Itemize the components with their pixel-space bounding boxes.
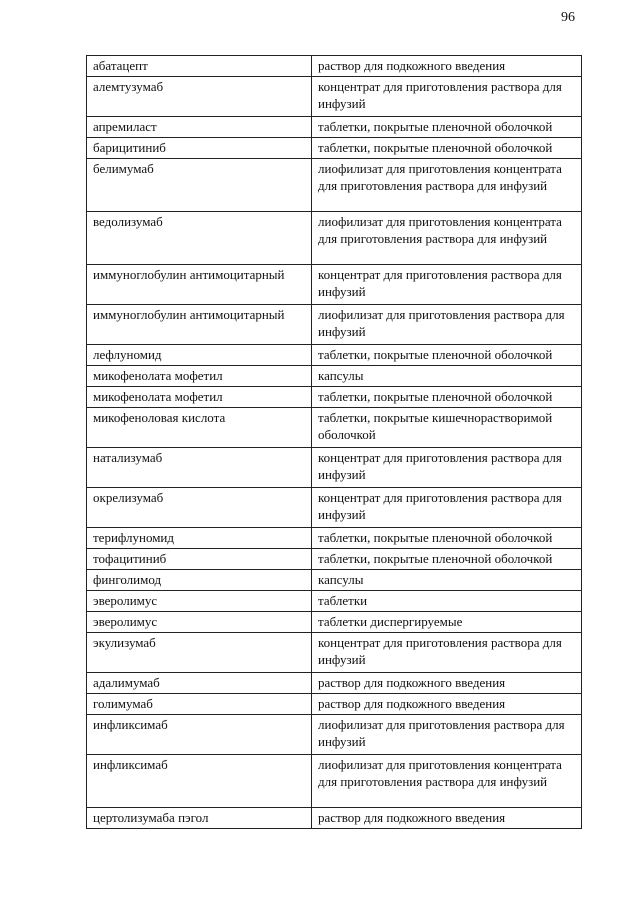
table-row — [87, 138, 582, 159]
table-row — [87, 549, 582, 570]
dosage-form-cell: концентрат для приготовления раствора для инфузий — [312, 448, 582, 488]
drug-name-cell: белимумаб — [87, 159, 312, 212]
drug-name-cell: эверолимус — [87, 612, 312, 633]
drug-name-cell: натализумаб — [87, 448, 312, 488]
dosage-form-cell: лиофилизат для приготовления раствора для инфузий — [312, 305, 582, 345]
drug-name-cell: адалимумаб — [87, 673, 312, 694]
dosage-form-cell: раствор для подкожного введения — [312, 56, 582, 77]
drug-name-cell: экулизумаб — [87, 633, 312, 673]
drug-table — [86, 55, 582, 829]
table-row — [87, 77, 582, 117]
dosage-form-cell: таблетки, покрытые пленочной оболочкой — [312, 345, 582, 366]
dosage-form-cell: лиофилизат для приготовления концентрата для приготовления раствора для инфузий — [312, 159, 582, 212]
dosage-form-cell: таблетки, покрытые пленочной оболочкой — [312, 138, 582, 159]
dosage-form-cell: капсулы — [312, 570, 582, 591]
table-row — [87, 488, 582, 528]
drug-name-cell: иммуноглобулин антимоцитарный — [87, 265, 312, 305]
drug-name-cell: терифлуномид — [87, 528, 312, 549]
dosage-form-cell: таблетки диспергируемые — [312, 612, 582, 633]
dosage-form-cell: концентрат для приготовления раствора для инфузий — [312, 77, 582, 117]
drug-name-cell: голимумаб — [87, 694, 312, 715]
drug-name-cell: окрелизумаб — [87, 488, 312, 528]
drug-name-cell: тофацитиниб — [87, 549, 312, 570]
dosage-form-cell: раствор для подкожного введения — [312, 694, 582, 715]
dosage-form-cell: раствор для подкожного введения — [312, 808, 582, 829]
table-row — [87, 265, 582, 305]
drug-name-cell: инфликсимаб — [87, 755, 312, 808]
drug-name-cell: эверолимус — [87, 591, 312, 612]
table-row — [87, 612, 582, 633]
drug-name-cell: иммуноглобулин антимоцитарный — [87, 305, 312, 345]
table-row — [87, 387, 582, 408]
drug-name-cell: лефлуномид — [87, 345, 312, 366]
table-row — [87, 448, 582, 488]
table-row — [87, 755, 582, 808]
table-row — [87, 673, 582, 694]
table-row — [87, 345, 582, 366]
dosage-form-cell: таблетки, покрытые кишечнорастворимой оболочкой — [312, 408, 582, 448]
drug-name-cell: ведолизумаб — [87, 212, 312, 265]
dosage-form-cell: таблетки, покрытые пленочной оболочкой — [312, 528, 582, 549]
dosage-form-cell: раствор для подкожного введения — [312, 673, 582, 694]
table-row — [87, 694, 582, 715]
table-row — [87, 305, 582, 345]
dosage-form-cell: таблетки — [312, 591, 582, 612]
drug-name-cell: финголимод — [87, 570, 312, 591]
drug-name-cell: микофенолата мофетил — [87, 366, 312, 387]
table-row — [87, 117, 582, 138]
dosage-form-cell: лиофилизат для приготовления концентрата для приготовления раствора для инфузий — [312, 755, 582, 808]
table-row — [87, 528, 582, 549]
dosage-form-cell: лиофилизат для приготовления раствора для инфузий — [312, 715, 582, 755]
dosage-form-cell: таблетки, покрытые пленочной оболочкой — [312, 387, 582, 408]
dosage-form-cell: концентрат для приготовления раствора для инфузий — [312, 265, 582, 305]
drug-name-cell: цертолизумаба пэгол — [87, 808, 312, 829]
dosage-form-cell: концентрат для приготовления раствора для инфузий — [312, 633, 582, 673]
dosage-form-cell: капсулы — [312, 366, 582, 387]
table-row — [87, 715, 582, 755]
table-row — [87, 570, 582, 591]
dosage-form-cell: таблетки, покрытые пленочной оболочкой — [312, 549, 582, 570]
table-row — [87, 56, 582, 77]
drug-table-body — [87, 56, 582, 829]
table-row — [87, 159, 582, 212]
table-row — [87, 408, 582, 448]
table-row — [87, 808, 582, 829]
table-row — [87, 633, 582, 673]
drug-name-cell: микофеноловая кислота — [87, 408, 312, 448]
drug-name-cell: алемтузумаб — [87, 77, 312, 117]
drug-name-cell: инфликсимаб — [87, 715, 312, 755]
table-row — [87, 591, 582, 612]
page-number: 96 — [561, 10, 575, 25]
drug-name-cell: микофенолата мофетил — [87, 387, 312, 408]
drug-name-cell: барицитиниб — [87, 138, 312, 159]
table-row — [87, 366, 582, 387]
dosage-form-cell: концентрат для приготовления раствора для инфузий — [312, 488, 582, 528]
dosage-form-cell: лиофилизат для приготовления концентрата для приготовления раствора для инфузий — [312, 212, 582, 265]
table-row — [87, 212, 582, 265]
dosage-form-cell: таблетки, покрытые пленочной оболочкой — [312, 117, 582, 138]
drug-name-cell: апремиласт — [87, 117, 312, 138]
drug-name-cell: абатацепт — [87, 56, 312, 77]
